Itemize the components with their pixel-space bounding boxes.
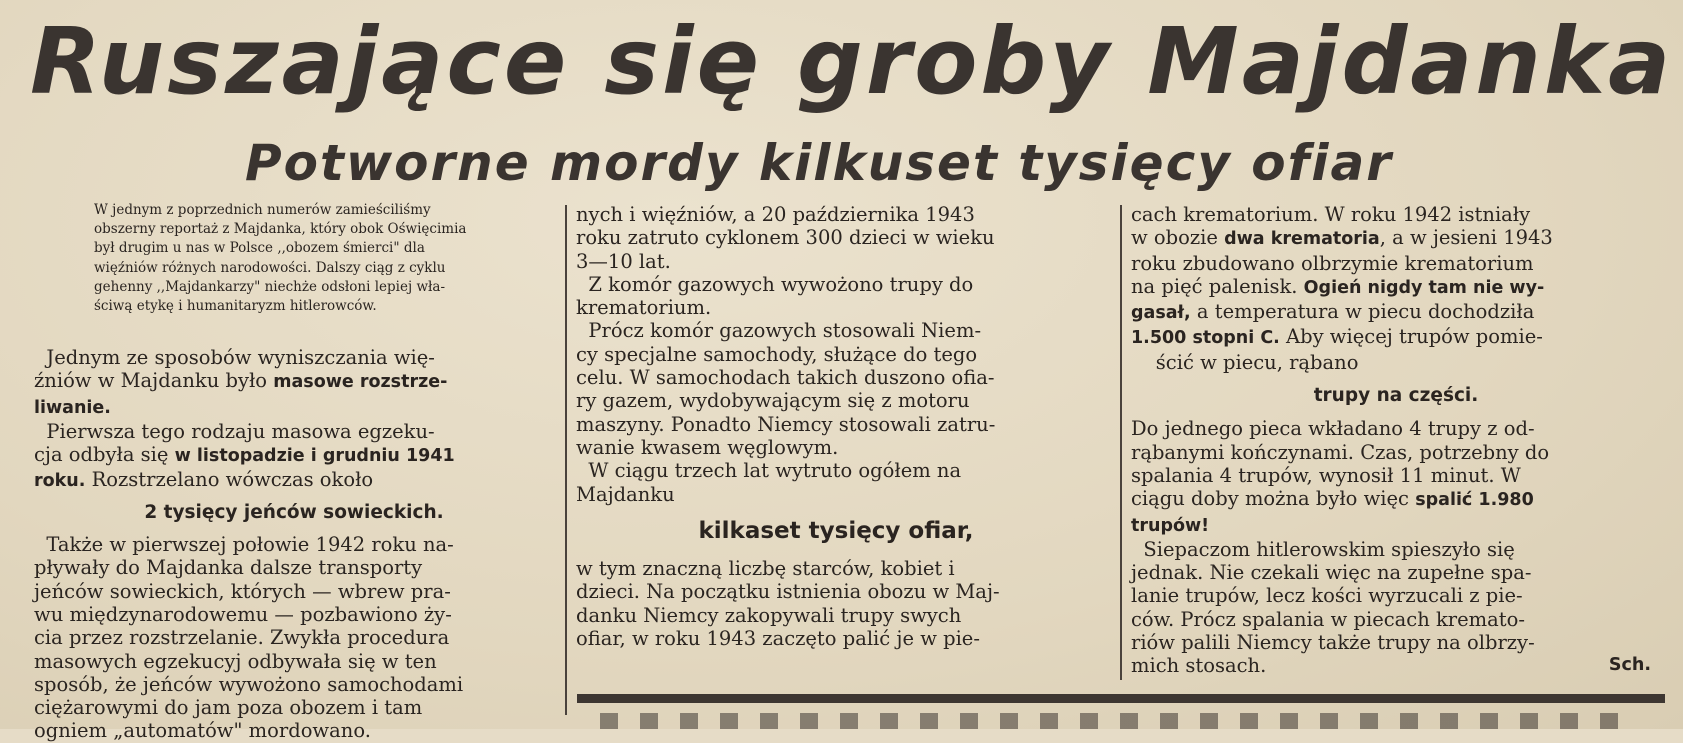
text-span: źniów w Majdanku było xyxy=(34,369,274,393)
section-heading: kilkaset tysięcy ofiar, xyxy=(698,517,974,544)
bold-span: w listopadzie i grudniu 1941 xyxy=(174,446,455,467)
text-line xyxy=(1131,538,1661,561)
text-line xyxy=(1131,351,1661,374)
text-span: , a w jesieni 1943 xyxy=(1379,226,1553,250)
cropped-next-headline xyxy=(600,713,1640,729)
column-1 xyxy=(34,346,554,743)
bold-span: spalić 1.980 xyxy=(1415,490,1534,511)
text-line xyxy=(1131,513,1661,538)
text-line: wu międzynarodowemu — pozbawiono ży- xyxy=(34,602,452,626)
bold-span: dwa krematoria xyxy=(1224,229,1380,250)
text-span: a temperatura w piecu dochodziła xyxy=(1190,300,1535,324)
bottom-rule xyxy=(577,694,1665,703)
text-line: cia przez rozstrzelanie. Zwykła procedura xyxy=(34,626,450,650)
text-line xyxy=(1131,654,1661,677)
text-span: mich stosach. xyxy=(1131,654,1267,678)
text-line: jeńców sowieckich, których — wbrew pra- xyxy=(34,579,451,603)
text-span: Rozstrzelano wówczas około xyxy=(85,468,374,492)
text-span: ścić w piecu, rąbano xyxy=(1155,350,1359,374)
text-line xyxy=(1131,300,1661,325)
column-divider xyxy=(565,205,567,715)
lead-line: W jednym z poprzednich numerów zamieściliśmy xyxy=(94,202,431,218)
text-line: jednak. Nie czekali więc na zupełne spa- xyxy=(1131,561,1532,585)
bold-span: 1.500 stopni C. xyxy=(1131,328,1280,349)
text-span: Siepaczom hitlerowskim spieszyło się xyxy=(1143,537,1515,561)
text-line: Majdanku xyxy=(576,482,675,506)
section-heading: 2 tysięcy jeńców sowieckich. xyxy=(144,501,444,523)
text-line: 3—10 lat. xyxy=(576,249,671,273)
text-line xyxy=(576,273,1096,296)
lead-line: gehenny ,,Majdankarzy" niechże odsłoni lepiej wła- xyxy=(94,278,445,295)
text-line: Do jednego pieca wkładano 4 trupy z od- xyxy=(1131,417,1535,441)
text-line xyxy=(34,420,554,443)
column-divider xyxy=(1120,205,1122,680)
text-line xyxy=(34,395,554,420)
text-line xyxy=(34,346,554,369)
lead-paragraph xyxy=(94,201,554,316)
text-line: pływały do Majdanka dalsze transporty xyxy=(34,556,423,580)
column-3 xyxy=(1131,203,1661,678)
text-line: rąbanymi kończynami. Czas, potrzebny do xyxy=(1131,440,1550,464)
lead-line: więźniów różnych narodowości. Dalszy ciąg z cyklu xyxy=(94,259,446,276)
text-span: Aby więcej trupów pomie- xyxy=(1279,325,1543,349)
bold-span: roku. xyxy=(34,471,86,492)
text-span: cja odbyła się xyxy=(34,443,175,467)
text-line: nych i więźniów, a 20 października 1943 xyxy=(576,203,975,226)
text-line: wanie kwasem węglowym. xyxy=(576,435,839,459)
section-heading: trupy na części. xyxy=(1313,385,1479,407)
text-line xyxy=(34,533,554,556)
text-line xyxy=(1131,487,1661,512)
text-line xyxy=(1131,325,1661,350)
bold-span: masowe rozstrze- xyxy=(273,372,448,393)
text-line xyxy=(1131,275,1661,300)
text-line: krematorium. xyxy=(576,296,712,320)
headline: Ruszające się groby Majdanka xyxy=(30,8,1674,115)
text-line: celu. W samochodach takich duszono ofia- xyxy=(576,366,995,390)
text-line xyxy=(576,319,1096,342)
text-line: dzieci. Na początku istnienia obozu w Maj- xyxy=(576,580,1000,604)
text-span: Prócz komór gazowych stosowali Niem- xyxy=(588,319,982,343)
text-line xyxy=(34,443,554,468)
bold-span: Ogień nigdy tam nie wy- xyxy=(1303,277,1545,298)
text-line: riów palili Niemcy także trupy na olbrzy- xyxy=(1131,631,1535,655)
bold-span: liwanie. xyxy=(34,397,111,418)
lead-line: ściwą etykę i humanitaryzm hitlerowców. xyxy=(94,298,377,315)
text-line: ry gazem, wydobywającym się z motoru xyxy=(576,389,970,413)
text-line: spalania 4 trupów, wynosił 11 minut. W xyxy=(1131,463,1521,487)
text-line: ciężarowymi do jam poza obozem i tam xyxy=(34,696,423,720)
column-2 xyxy=(576,203,1096,650)
text-span: ciągu doby można było więc xyxy=(1131,487,1416,511)
subheadline: Potworne mordy kilkuset tysięcy ofiar xyxy=(245,134,1393,192)
text-line: lanie trupów, lecz kości wyrzucali z pie- xyxy=(1131,584,1523,608)
text-line: roku zbudowano olbrzymie krematorium xyxy=(1131,251,1534,275)
text-line: ogniem „automatów" mordowano. xyxy=(34,719,371,743)
text-span: na pięć palenisk. xyxy=(1131,274,1304,298)
text-line: w tym znaczną liczbę starców, kobiet i xyxy=(576,557,955,581)
lead-line: był drugim u nas w Polsce ,,obozem śmierci" dla xyxy=(94,240,425,257)
text-line: cy specjalne samochody, służące do tego xyxy=(576,342,978,366)
bold-span: gasał, xyxy=(1131,303,1191,324)
text-line xyxy=(34,468,554,493)
text-span: w obozie xyxy=(1131,226,1225,250)
text-line: cach krematorium. W roku 1942 istniały xyxy=(1131,203,1531,226)
text-line: ofiar, w roku 1943 zaczęto palić je w pie- xyxy=(576,627,980,651)
text-line: maszyny. Ponadto Niemcy stosowali zatru- xyxy=(576,412,996,436)
text-line: roku zatruto cyklonem 300 dzieci w wieku xyxy=(576,226,995,250)
text-line xyxy=(34,369,554,394)
text-line xyxy=(1131,226,1661,251)
text-line: masowych egzekucyj odbywała się w ten xyxy=(34,649,437,673)
text-line: danku Niemcy zakopywali trupy swych xyxy=(576,603,962,627)
text-span: W ciągu trzech lat wytruto ogółem na xyxy=(588,459,962,483)
text-span: Pierwsza tego rodzaju masowa egzeku- xyxy=(46,419,435,443)
text-line xyxy=(576,459,1096,482)
text-span: Jednym ze sposobów wyniszczania wię- xyxy=(46,346,435,369)
author-signature: Sch. xyxy=(1608,655,1651,676)
lead-line: obszerny reportaż z Majdanka, który obok Oświęcimia xyxy=(94,221,467,238)
text-line: sposób, że jeńców wywożono samochodami xyxy=(34,672,464,696)
bold-span: trupów! xyxy=(1131,515,1210,536)
text-span: Także w pierwszej połowie 1942 roku na- xyxy=(46,533,454,557)
text-span: Z komór gazowych wywożono trupy do xyxy=(588,272,974,296)
text-line: ców. Prócz spalania w piecach kremato- xyxy=(1131,607,1525,631)
